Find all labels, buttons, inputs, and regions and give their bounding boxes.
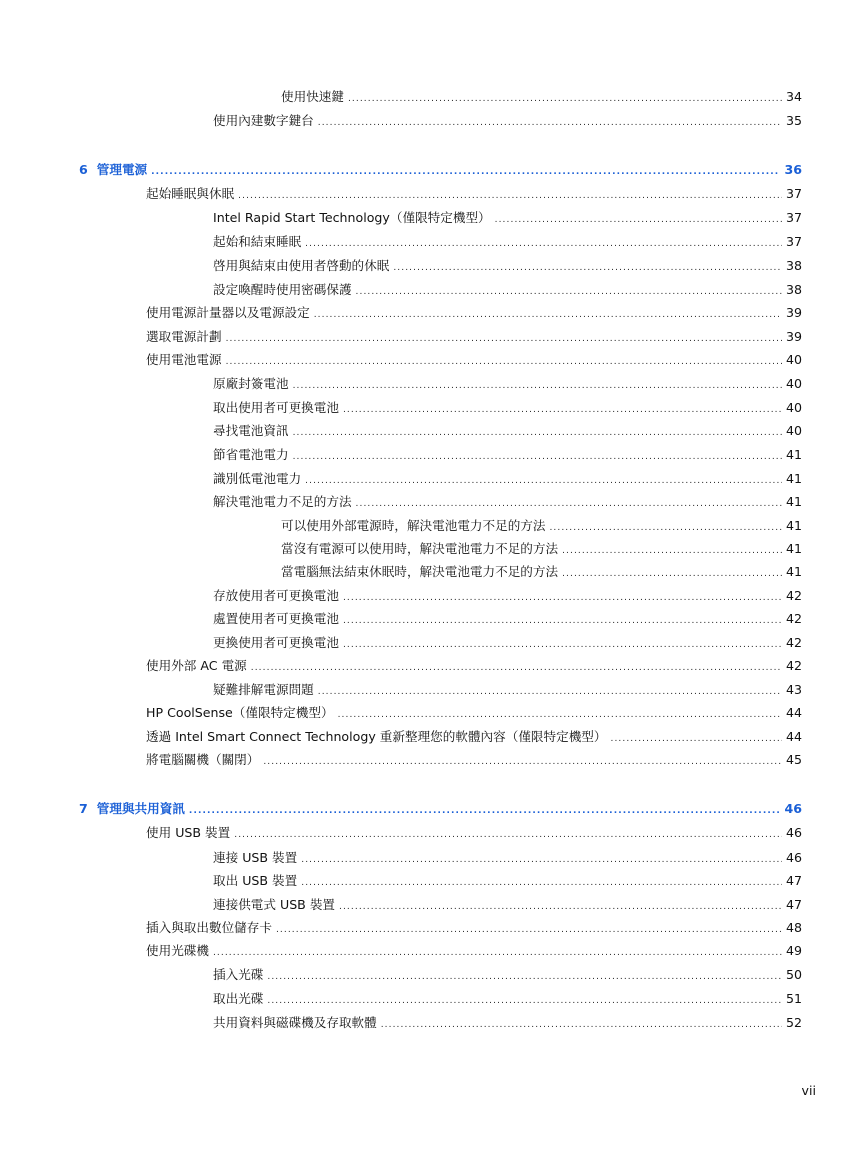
toc-entry[interactable] [213,848,802,868]
toc-entry-page-number: 37 [785,210,802,225]
toc-entry[interactable] [146,703,802,723]
chapter-number: 7 [79,801,88,816]
chapter-number: 6 [79,162,88,177]
dot-leader [213,943,782,963]
toc-entry-title [281,562,562,582]
toc-entry-text: 使用光碟機 [146,943,209,958]
toc-entry-page-number: 38 [785,282,802,297]
dot-leader [151,162,780,182]
toc-entry[interactable] [213,280,802,300]
toc-entry-page-number: 46 [785,850,802,865]
toc-entry-page-number: 44 [785,705,802,720]
toc-entry-page-number: 41 [785,518,802,533]
toc-entry-page-number: 41 [785,564,802,579]
dot-leader [293,423,782,443]
toc-entry-page-number: 37 [785,234,802,249]
toc-entry[interactable] [146,941,802,961]
toc-entry[interactable] [213,208,802,228]
toc-entry-page-number: 35 [785,113,802,128]
toc-entry-title [281,539,562,559]
toc-entry-text: 使用內建數字鍵台 [213,113,314,128]
toc-entry-title [146,184,238,204]
toc-entry-title [213,633,343,653]
toc-entry-page-number: 52 [785,1015,802,1030]
toc-entry-page-number: 34 [785,89,802,104]
toc-entry-title [281,516,549,536]
dot-leader [305,234,782,254]
toc-entry-text: Intel Rapid Start Technology（僅限特定機型） [213,210,491,225]
toc-entry-text: 插入光碟 [213,967,264,982]
toc-entry-title [213,586,343,606]
toc-entry-title [213,848,301,868]
toc-chapter-entry[interactable] [79,799,802,819]
toc-entry-page-number: 47 [785,897,802,912]
toc-entry-page-number: 41 [785,471,802,486]
toc-entry-page-number: 49 [785,943,802,958]
toc-entry-title [213,1013,381,1033]
toc-entry-text: 原廠封簽電池 [213,376,289,391]
dot-leader [339,897,782,917]
dot-leader [301,850,782,870]
toc-entry[interactable] [213,633,802,653]
toc-entry-text: HP CoolSense（僅限特定機型） [146,705,334,720]
toc-entry-title [146,727,610,747]
toc-entry[interactable] [213,989,802,1009]
dot-leader [301,873,782,893]
toc-entry-text: 取出 USB 裝置 [213,873,298,888]
dot-leader [348,89,782,109]
toc-entry[interactable] [213,256,802,276]
toc-entry-text: 共用資料與磁碟機及存取軟體 [213,1015,377,1030]
toc-entry-title [146,918,276,938]
toc-entry-title [213,111,318,131]
toc-entry-title [213,398,343,418]
toc-entry-page-number: 50 [785,967,802,982]
toc-entry-text: 疑難排解電源問題 [213,682,314,697]
dot-leader [267,991,782,1011]
toc-entry-page-number: 36 [784,162,802,177]
toc-entry-text: 連接供電式 USB 裝置 [213,897,336,912]
dot-leader [234,825,782,845]
toc-entry-text: 使用電池電源 [146,352,222,367]
toc-entry-text: 透過 Intel Smart Connect Technology 重新整理您的軟體內容（僅限特定機型） [146,729,607,744]
toc-entry[interactable] [213,680,802,700]
toc-entry-text: 取出光碟 [213,991,264,1006]
toc-entry-title [146,656,251,676]
toc-entry-title [79,160,151,180]
toc-entry[interactable] [213,232,802,252]
toc-entry[interactable] [146,350,802,370]
toc-entry[interactable] [281,562,802,582]
dot-leader [276,920,782,940]
toc-entry[interactable] [146,327,802,347]
toc-entry-page-number: 39 [785,305,802,320]
dot-leader [343,635,782,655]
toc-entry[interactable] [213,111,802,131]
toc-entry-text: 使用電源計量器以及電源設定 [146,305,310,320]
toc-entry-title [146,303,314,323]
dot-leader [381,1015,782,1035]
toc-entry-page-number: 46 [785,825,802,840]
dot-leader [338,705,782,725]
toc-entry-text: 可以使用外部電源時，解決電池電力不足的方法 [281,518,546,533]
toc-entry-text: 啓用與結束由使用者啓動的休眠 [213,258,390,273]
toc-entry-title [146,750,263,770]
page-number-footer: vii [801,1083,816,1098]
toc-entry-page-number: 46 [784,801,802,816]
toc-entry[interactable] [213,871,802,891]
dot-leader [226,352,782,372]
dot-leader [263,752,782,772]
dot-leader [314,305,782,325]
toc-entry-text: 管理電源 [96,162,148,177]
dot-leader [318,682,782,702]
toc-entry-title [146,350,226,370]
toc-entry-title [146,327,226,347]
dot-leader [189,801,781,821]
dot-leader [356,282,782,302]
toc-entry[interactable] [213,895,802,915]
toc-entry-page-number: 38 [785,258,802,273]
toc-entry-title [146,823,234,843]
toc-entry[interactable] [146,656,802,676]
toc-entry-title [213,374,293,394]
toc-entry-text: 設定喚醒時使用密碼保護 [213,282,352,297]
dot-leader [393,258,782,278]
toc-entry[interactable] [213,609,802,629]
dot-leader [293,376,782,396]
toc-entry-page-number: 40 [785,376,802,391]
toc-entry-page-number: 43 [785,682,802,697]
toc-entry-text: 起始睡眠與休眠 [146,186,235,201]
toc-entry-text: 使用快速鍵 [281,89,344,104]
toc-entry[interactable] [213,492,802,512]
toc-entry-title [213,256,393,276]
toc-entry-text: 取出使用者可更換電池 [213,400,339,415]
toc-entry-text: 存放使用者可更換電池 [213,588,339,603]
toc-chapter-entry[interactable] [79,160,802,180]
toc-entry[interactable] [213,469,802,489]
toc-entry-text: 處置使用者可更換電池 [213,611,339,626]
dot-leader [267,967,782,987]
toc-entry-page-number: 41 [785,447,802,462]
toc-entry-page-number: 48 [785,920,802,935]
toc-entry[interactable] [213,374,802,394]
toc-entry-page-number: 42 [785,658,802,673]
toc-entry[interactable] [281,516,802,536]
toc-entry-page-number: 42 [785,588,802,603]
toc-entry[interactable] [146,918,802,938]
toc-entry-title [213,965,267,985]
toc-entry[interactable] [213,398,802,418]
toc-entry-text: 起始和結束睡眠 [213,234,302,249]
dot-leader [356,494,782,514]
dot-leader [226,329,782,349]
dot-leader [305,471,782,491]
toc-entry-title [213,208,495,228]
toc-entry-text: 解決電池電力不足的方法 [213,494,352,509]
toc-entry[interactable] [281,539,802,559]
dot-leader [318,113,782,133]
toc-entry-text: 使用外部 AC 電源 [146,658,247,673]
toc-entry[interactable] [146,750,802,770]
toc-entry-title [213,871,301,891]
toc-entry-text: 節省電池電力 [213,447,289,462]
toc-entry-title [213,421,293,441]
toc-entry-text: 選取電源計劃 [146,329,222,344]
dot-leader [343,400,782,420]
dot-leader [562,541,782,561]
toc-entry[interactable] [213,445,802,465]
toc-entry-text: 連接 USB 裝置 [213,850,298,865]
dot-leader [238,186,782,206]
toc-entry[interactable] [146,184,802,204]
toc-entry[interactable] [146,303,802,323]
toc-entry[interactable] [146,727,802,747]
toc-entry-title [213,232,305,252]
toc-entry-page-number: 44 [785,729,802,744]
toc-entry-title [213,895,339,915]
toc-entry-title [213,469,305,489]
toc-entry-page-number: 45 [785,752,802,767]
toc-entry-text: 更換使用者可更換電池 [213,635,339,650]
toc-entry-title [79,799,189,819]
toc-entry-text: 使用 USB 裝置 [146,825,231,840]
toc-entry-page-number: 40 [785,423,802,438]
toc-entry[interactable] [281,87,802,107]
toc-entry-title [281,87,348,107]
dot-leader [251,658,782,678]
toc-entry-page-number: 40 [785,400,802,415]
dot-leader [549,518,782,538]
dot-leader [562,564,782,584]
dot-leader [610,729,781,749]
toc-entry[interactable] [213,1013,802,1033]
toc-entry-title [213,492,356,512]
toc-entry[interactable] [146,823,802,843]
toc-entry-title [146,941,213,961]
toc-entry[interactable] [213,965,802,985]
toc-entry-text: 識別低電池電力 [213,471,302,486]
toc-entry-title [213,609,343,629]
toc-entry-text: 將電腦關機（關閉） [146,752,260,767]
toc-entry-page-number: 40 [785,352,802,367]
toc-entry-text: 當電腦無法結束休眠時，解決電池電力不足的方法 [281,564,559,579]
toc-entry-text: 插入與取出數位儲存卡 [146,920,272,935]
toc-entry-title [213,280,356,300]
toc-entry-page-number: 39 [785,329,802,344]
toc-entry-title [213,445,293,465]
toc-entry[interactable] [213,421,802,441]
toc-entry-title [146,703,338,723]
toc-entry-page-number: 42 [785,611,802,626]
toc-entry-page-number: 51 [785,991,802,1006]
toc-entry-page-number: 47 [785,873,802,888]
toc-entry-text: 當沒有電源可以使用時，解決電池電力不足的方法 [281,541,559,556]
toc-entry-page-number: 37 [785,186,802,201]
toc-entry-page-number: 42 [785,635,802,650]
toc-entry-page-number: 41 [785,541,802,556]
toc-entry[interactable] [213,586,802,606]
dot-leader [343,611,782,631]
toc-entry-page-number: 41 [785,494,802,509]
dot-leader [495,210,782,230]
dot-leader [293,447,782,467]
toc-entry-title [213,680,318,700]
dot-leader [343,588,782,608]
toc-entry-title [213,989,267,1009]
toc-entry-text: 尋找電池資訊 [213,423,289,438]
toc-entry-text: 管理與共用資訊 [96,801,185,816]
